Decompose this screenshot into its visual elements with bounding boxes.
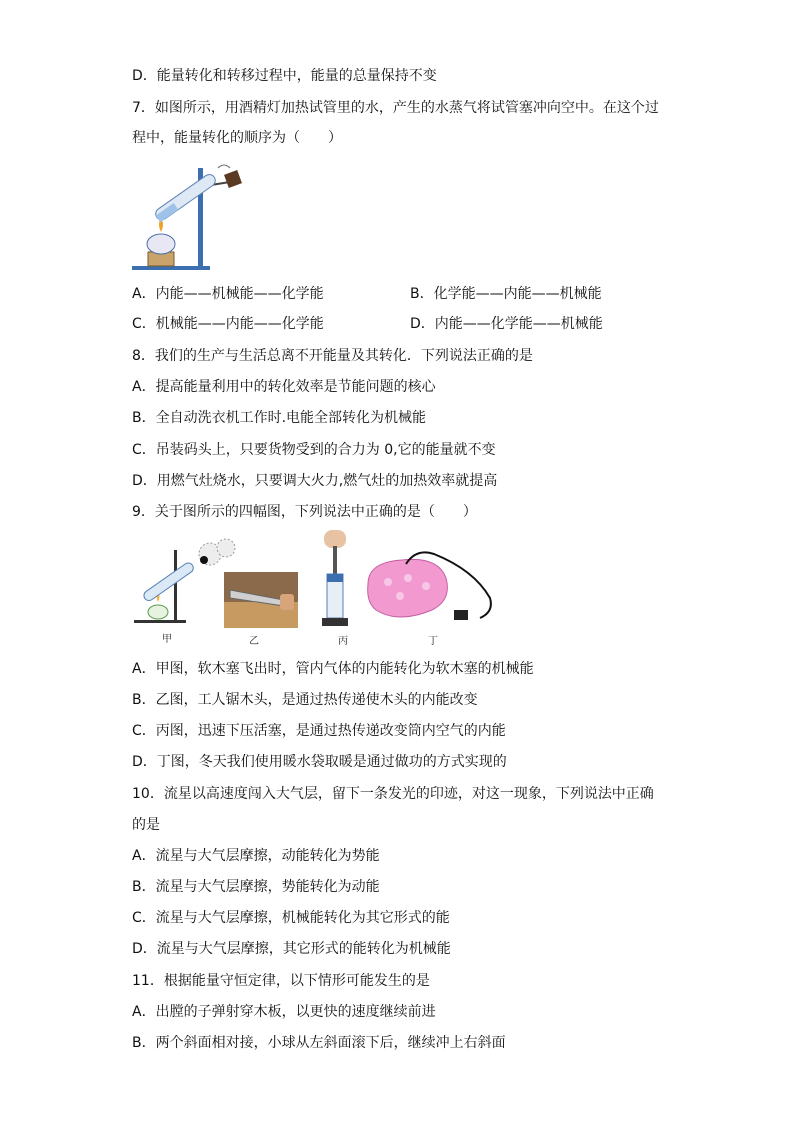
q8-stem: 8．我们的生产与生活总离不开能量及其转化．下列说法正确的是 <box>132 348 533 364</box>
q8-option-c: C．吊装码头上，只要货物受到的合力为 0,它的能量就不变 <box>132 442 496 458</box>
q9-option-b: B．乙图，工人锯木头，是通过热传递使木头的内能改变 <box>132 692 478 708</box>
q6-option-d: D．能量转化和转移过程中，能量的总量保持不变 <box>132 68 437 84</box>
q8-option-a: A．提高能量利用中的转化效率是节能问题的核心 <box>132 379 436 395</box>
q9-figure-ding-hot-water-bag <box>360 550 494 630</box>
q7-option-c: C．机械能——内能——化学能 <box>132 316 324 332</box>
q10-stem-line1: 10．流星以高速度闯入大气层，留下一条发光的印迹，对这一现象，下列说法中正确 <box>132 786 654 802</box>
q7-figure-test-tube-heating <box>130 160 250 275</box>
q9-caption-bing: 丙 <box>338 636 348 647</box>
q7-stem-line2: 程中，能量转化的顺序为（ ） <box>132 130 342 146</box>
q8-option-d: D．用燃气灶烧水，只要调大火力,燃气灶的加热效率就提高 <box>132 473 498 489</box>
q11-stem: 11．根据能量守恒定律，以下情形可能发生的是 <box>132 973 430 989</box>
q11-option-a: A．出膛的子弹射穿木板，以更快的速度继续前进 <box>132 1004 436 1020</box>
q7-option-a: A．内能——机械能——化学能 <box>132 286 324 302</box>
q9-option-c: C．丙图，迅速下压活塞，是通过热传递改变筒内空气的内能 <box>132 723 506 739</box>
q9-option-a: A．甲图，软木塞飞出时，管内气体的内能转化为软木塞的机械能 <box>132 661 534 677</box>
q9-caption-yi: 乙 <box>249 636 259 647</box>
q10-option-c: C．流星与大气层摩擦，机械能转化为其它形式的能 <box>132 910 450 926</box>
q11-option-b: B．两个斜面相对接，小球从左斜面滚下后，继续冲上右斜面 <box>132 1035 506 1051</box>
q9-option-d: D．丁图，冬天我们使用暖水袋取暖是通过做功的方式实现的 <box>132 754 507 770</box>
q7-stem-line1: 7．如图所示，用酒精灯加热试管里的水，产生的水蒸气将试管塞冲向空中。在这个过 <box>132 100 659 116</box>
q9-figure-bing-piston <box>314 530 358 630</box>
q9-figure-yi-sawing <box>224 572 298 628</box>
q9-stem: 9．关于图所示的四幅图，下列说法中正确的是（ ） <box>132 504 477 520</box>
q9-caption-ding: 丁 <box>428 636 438 647</box>
q8-option-b: B．全自动洗衣机工作时.电能全部转化为机械能 <box>132 410 427 426</box>
q9-caption-jia: 甲 <box>162 634 172 645</box>
q7-option-b: B．化学能——内能——机械能 <box>410 286 602 302</box>
q10-option-a: A．流星与大气层摩擦，动能转化为势能 <box>132 848 380 864</box>
q10-option-b: B．流星与大气层摩擦，势能转化为动能 <box>132 879 380 895</box>
q7-option-d: D．内能——化学能——机械能 <box>410 316 603 332</box>
q10-option-d: D．流星与大气层摩擦，其它形式的能转化为机械能 <box>132 941 451 957</box>
q10-stem-line2: 的是 <box>132 817 160 833</box>
